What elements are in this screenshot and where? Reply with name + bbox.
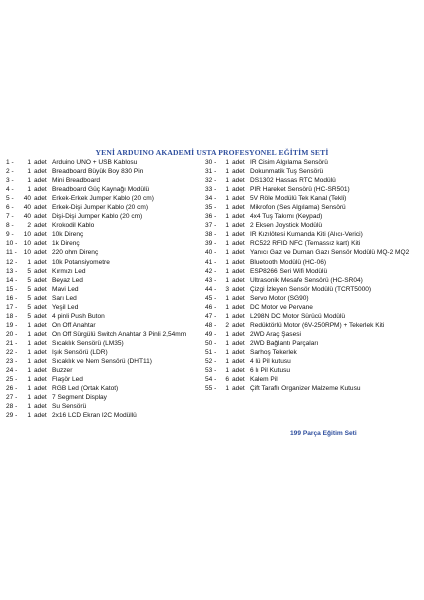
item-quantity: 1 bbox=[27, 376, 31, 384]
item-name: PIR Hareket Sensörü (HC-SR501) bbox=[250, 186, 350, 194]
item-quantity: 5 bbox=[27, 267, 31, 275]
item-number: 51 - bbox=[205, 348, 217, 356]
list-item bbox=[205, 176, 421, 185]
item-name: 220 ohm Direnç bbox=[52, 249, 99, 257]
item-quantity: 10 bbox=[23, 231, 31, 239]
item-unit: adet bbox=[232, 385, 245, 393]
item-name: 2WD Bağlantı Parçaları bbox=[250, 339, 319, 347]
list-item bbox=[6, 402, 202, 411]
item-name: Mini Breadboard bbox=[52, 177, 101, 185]
item-number: 48 - bbox=[205, 321, 217, 329]
item-number: 5 - bbox=[6, 195, 14, 203]
item-quantity: 40 bbox=[23, 195, 31, 203]
item-quantity: 1 bbox=[27, 403, 31, 411]
item-unit: adet bbox=[34, 385, 47, 393]
item-number: 22 - bbox=[6, 348, 18, 356]
item-quantity: 1 bbox=[27, 348, 31, 356]
item-unit: adet bbox=[34, 339, 47, 347]
item-quantity: 1 bbox=[225, 159, 229, 166]
item-name: Dokunmatik Tuş Sensörü bbox=[250, 168, 324, 176]
item-number: 49 - bbox=[205, 330, 217, 338]
item-unit: adet bbox=[34, 376, 47, 384]
item-unit: adet bbox=[232, 321, 245, 329]
list-item bbox=[6, 185, 202, 194]
item-name: 7 Segment Display bbox=[52, 394, 107, 402]
item-unit: adet bbox=[34, 403, 47, 411]
item-unit: adet bbox=[232, 204, 245, 212]
item-number: 17 - bbox=[6, 303, 18, 311]
item-unit: adet bbox=[34, 412, 47, 420]
item-name: Mavi Led bbox=[52, 285, 79, 293]
item-quantity: 1 bbox=[225, 339, 229, 347]
item-number: 50 - bbox=[205, 339, 217, 347]
item-name: Dişi-Dişi Jumper Kablo (20 cm) bbox=[52, 213, 143, 221]
item-number: 29 - bbox=[6, 412, 18, 420]
item-quantity: 2 bbox=[225, 321, 229, 329]
item-quantity: 1 bbox=[225, 168, 229, 176]
list-item bbox=[205, 185, 421, 194]
item-quantity: 1 bbox=[27, 186, 31, 194]
list-item bbox=[6, 411, 202, 420]
item-unit: adet bbox=[232, 231, 245, 239]
item-name: 2WD Araç Şasesi bbox=[250, 330, 301, 338]
item-number: 23 - bbox=[6, 358, 18, 366]
item-unit: adet bbox=[34, 276, 47, 284]
item-unit: adet bbox=[34, 240, 47, 248]
item-quantity: 1 bbox=[225, 258, 229, 266]
item-unit: adet bbox=[232, 367, 245, 375]
item-quantity: 1 bbox=[27, 177, 31, 185]
item-number: 31 - bbox=[205, 168, 217, 176]
list-item bbox=[205, 321, 421, 330]
item-unit: adet bbox=[232, 168, 245, 176]
item-quantity: 1 bbox=[225, 303, 229, 311]
item-unit: adet bbox=[232, 267, 245, 275]
list-item bbox=[205, 276, 421, 285]
item-name: Sarhoş Tekerlek bbox=[250, 348, 297, 356]
list-item bbox=[205, 303, 421, 312]
item-unit: adet bbox=[232, 240, 245, 248]
item-number: 24 - bbox=[6, 367, 18, 375]
item-unit: adet bbox=[232, 285, 245, 293]
item-unit: adet bbox=[34, 159, 47, 166]
item-name: Ultrasonik Mesafe Sensörü (HC-SR04) bbox=[250, 276, 363, 284]
list-item bbox=[6, 303, 202, 312]
item-name: Bluetooth Modülü (HC-06) bbox=[250, 258, 327, 266]
list-item bbox=[205, 375, 421, 384]
item-unit: adet bbox=[232, 186, 245, 194]
item-name: 1k Direnç bbox=[52, 240, 80, 248]
item-unit: adet bbox=[232, 312, 245, 320]
item-name: 2x16 LCD Ekran I2C Modüllü bbox=[52, 412, 137, 420]
item-name: On Off Sürgülü Switch Anahtar 3 Pinli 2,54mm bbox=[52, 330, 187, 338]
item-name: Işık Sensörü (LDR) bbox=[52, 348, 108, 356]
item-quantity: 1 bbox=[225, 294, 229, 302]
item-number: 11 - bbox=[6, 249, 17, 257]
list-item bbox=[6, 258, 202, 267]
item-name: Breadboard Büyük Boy 830 Pin bbox=[52, 168, 144, 176]
document-title: YENİ ARDUINO AKADEMİ USTA PROFESYONEL EĞİTİM SETİ bbox=[95, 148, 329, 157]
item-name: Kırmızı Led bbox=[52, 267, 86, 275]
item-unit: adet bbox=[34, 294, 47, 302]
item-number: 14 - bbox=[6, 276, 18, 284]
item-unit: adet bbox=[34, 213, 47, 221]
item-quantity: 1 bbox=[225, 222, 229, 230]
list-item bbox=[6, 321, 202, 330]
item-name: 2 Eksen Joystick Modülü bbox=[250, 222, 323, 230]
item-name: RC522 RFID NFC (Temassız kart) Kiti bbox=[250, 240, 361, 248]
item-unit: adet bbox=[34, 358, 47, 366]
item-number: 26 - bbox=[6, 385, 18, 393]
item-number: 47 - bbox=[205, 312, 217, 320]
item-quantity: 1 bbox=[27, 321, 31, 329]
list-item bbox=[6, 285, 202, 294]
item-unit: adet bbox=[34, 258, 47, 266]
item-number: 43 - bbox=[205, 276, 217, 284]
item-unit: adet bbox=[34, 186, 47, 194]
item-quantity: 40 bbox=[23, 204, 31, 212]
list-item bbox=[6, 357, 202, 366]
item-quantity: 5 bbox=[27, 294, 31, 302]
item-quantity: 1 bbox=[225, 276, 229, 284]
item-unit: adet bbox=[34, 267, 47, 275]
item-quantity: 1 bbox=[27, 394, 31, 402]
item-quantity: 5 bbox=[27, 285, 31, 293]
list-item bbox=[6, 239, 202, 248]
list-item bbox=[6, 348, 202, 357]
list-item bbox=[205, 194, 421, 203]
item-unit: adet bbox=[232, 177, 245, 185]
item-quantity: 10 bbox=[23, 240, 31, 248]
item-number: 46 - bbox=[205, 303, 217, 311]
item-number: 30 - bbox=[205, 159, 217, 166]
list-item bbox=[6, 384, 202, 393]
item-quantity: 1 bbox=[225, 213, 229, 221]
item-number: 16 - bbox=[6, 294, 18, 302]
item-name: DS1302 Hassas RTC Modülü bbox=[250, 177, 336, 185]
item-unit: adet bbox=[232, 159, 245, 166]
item-name: Beyaz Led bbox=[52, 276, 83, 284]
item-quantity: 1 bbox=[225, 367, 229, 375]
item-quantity: 2 bbox=[27, 222, 31, 230]
item-unit: adet bbox=[34, 285, 47, 293]
item-number: 20 - bbox=[6, 330, 18, 338]
item-quantity: 1 bbox=[27, 385, 31, 393]
parts-list-left bbox=[6, 158, 202, 420]
list-item bbox=[6, 312, 202, 321]
list-item bbox=[205, 384, 421, 393]
item-unit: adet bbox=[232, 258, 245, 266]
item-quantity: 1 bbox=[225, 186, 229, 194]
item-unit: adet bbox=[232, 358, 245, 366]
item-unit: adet bbox=[232, 294, 245, 302]
item-name: L298N DC Motor Sürücü Modülü bbox=[250, 312, 345, 320]
item-quantity: 1 bbox=[27, 159, 31, 166]
item-name: Redüktörlü Motor (6V-250RPM) + Tekerlek Kiti bbox=[250, 321, 385, 329]
item-name: ESP8266 Seri Wifi Modülü bbox=[250, 267, 328, 275]
item-number: 9 - bbox=[6, 231, 14, 239]
item-name: 10k Potansiyometre bbox=[52, 258, 110, 266]
item-unit: adet bbox=[34, 177, 47, 185]
item-unit: adet bbox=[34, 394, 47, 402]
list-item bbox=[205, 357, 421, 366]
item-unit: adet bbox=[34, 348, 47, 356]
list-item bbox=[205, 230, 421, 239]
item-unit: adet bbox=[34, 321, 47, 329]
list-item bbox=[6, 294, 202, 303]
item-number: 15 - bbox=[6, 285, 18, 293]
item-unit: adet bbox=[34, 312, 47, 320]
item-unit: adet bbox=[34, 195, 47, 203]
item-number: 13 - bbox=[6, 267, 18, 275]
item-name: 6 lı Pil Kutusu bbox=[250, 367, 291, 375]
item-name: Breadboard Güç Kaynağı Modülü bbox=[52, 186, 150, 194]
item-name: Arduino UNO + USB Kablosu bbox=[52, 159, 138, 166]
item-quantity: 5 bbox=[27, 312, 31, 320]
item-name: Erkek-Dişi Jumper Kablo (20 cm) bbox=[52, 204, 149, 212]
item-number: 53 - bbox=[205, 367, 217, 375]
item-name: Krokodil Kablo bbox=[52, 222, 95, 230]
item-name: Su Sensörü bbox=[52, 403, 87, 411]
item-number: 3 - bbox=[6, 177, 14, 185]
item-number: 10 - bbox=[6, 240, 18, 248]
item-name: IR Kızılötesi Kumanda Kiti (Alıcı-Verici) bbox=[250, 231, 363, 239]
item-quantity: 1 bbox=[27, 358, 31, 366]
item-number: 35 - bbox=[205, 204, 217, 212]
item-number: 8 - bbox=[6, 222, 14, 230]
item-unit: adet bbox=[232, 303, 245, 311]
item-quantity: 1 bbox=[27, 367, 31, 375]
item-unit: adet bbox=[232, 276, 245, 284]
item-quantity: 1 bbox=[27, 412, 31, 420]
item-unit: adet bbox=[34, 303, 47, 311]
item-name: Yeşil Led bbox=[52, 303, 79, 311]
item-quantity: 1 bbox=[27, 258, 31, 266]
item-unit: adet bbox=[232, 195, 245, 203]
item-number: 41 - bbox=[205, 258, 217, 266]
item-quantity: 40 bbox=[23, 213, 31, 221]
list-item bbox=[205, 203, 421, 212]
item-quantity: 3 bbox=[225, 285, 229, 293]
list-item bbox=[6, 393, 202, 402]
item-unit: adet bbox=[232, 348, 245, 356]
item-quantity: 1 bbox=[27, 168, 31, 176]
list-item bbox=[205, 239, 421, 248]
item-unit: adet bbox=[232, 339, 245, 347]
list-item bbox=[205, 339, 421, 348]
item-unit: adet bbox=[34, 330, 47, 338]
list-item bbox=[205, 366, 421, 375]
item-quantity: 1 bbox=[225, 348, 229, 356]
list-item bbox=[205, 330, 421, 339]
item-number: 28 - bbox=[6, 403, 18, 411]
item-name: On Off Anahtar bbox=[52, 321, 96, 329]
list-item bbox=[205, 212, 421, 221]
item-unit: adet bbox=[232, 330, 245, 338]
item-name: 4 pinli Push Buton bbox=[52, 312, 105, 320]
item-quantity: 1 bbox=[225, 312, 229, 320]
item-quantity: 10 bbox=[23, 249, 31, 257]
item-unit: adet bbox=[34, 249, 47, 257]
item-number: 12 - bbox=[6, 258, 18, 266]
item-name: RGB Led (Ortak Katot) bbox=[52, 385, 119, 393]
item-name: Sıcaklık Sensörü (LM35) bbox=[52, 339, 124, 347]
item-number: 32 - bbox=[205, 177, 217, 185]
item-name: IR Cisim Algılama Sensörü bbox=[250, 159, 328, 166]
list-item bbox=[6, 167, 202, 176]
item-quantity: 1 bbox=[225, 330, 229, 338]
list-item bbox=[205, 348, 421, 357]
parts-list-right bbox=[205, 158, 421, 393]
list-item bbox=[205, 258, 421, 267]
item-name: Servo Motor (SG90) bbox=[250, 294, 309, 302]
item-quantity: 1 bbox=[225, 267, 229, 275]
item-name: DC Motor ve Pervane bbox=[250, 303, 313, 311]
list-item bbox=[6, 212, 202, 221]
item-quantity: 6 bbox=[225, 376, 229, 384]
item-number: 54 - bbox=[205, 376, 217, 384]
list-item bbox=[205, 167, 421, 176]
list-item bbox=[6, 158, 202, 167]
item-quantity: 1 bbox=[225, 231, 229, 239]
list-item bbox=[6, 248, 202, 257]
item-name: Yanıcı Gaz ve Duman Gazı Sensör Modülü MQ-2 MQ2 bbox=[250, 249, 410, 257]
item-number: 45 - bbox=[205, 294, 217, 302]
item-number: 55 - bbox=[205, 385, 217, 393]
item-quantity: 1 bbox=[27, 339, 31, 347]
list-item bbox=[205, 285, 421, 294]
item-unit: adet bbox=[34, 231, 47, 239]
item-number: 6 - bbox=[6, 204, 14, 212]
item-name: Sıcaklık ve Nem Sensörü (DHT11) bbox=[52, 358, 152, 366]
item-name: Buzzer bbox=[52, 367, 73, 375]
item-number: 36 - bbox=[205, 213, 217, 221]
item-quantity: 1 bbox=[225, 249, 229, 257]
list-item bbox=[6, 330, 202, 339]
item-number: 39 - bbox=[205, 240, 217, 248]
list-item bbox=[6, 267, 202, 276]
item-name: Mikrofon (Ses Algılama) Sensörü bbox=[250, 204, 346, 212]
item-number: 42 - bbox=[205, 267, 217, 275]
list-item bbox=[6, 230, 202, 239]
item-number: 25 - bbox=[6, 376, 18, 384]
item-quantity: 1 bbox=[27, 330, 31, 338]
list-item bbox=[205, 158, 421, 167]
item-number: 2 - bbox=[6, 168, 14, 176]
list-item bbox=[205, 267, 421, 276]
item-quantity: 5 bbox=[27, 303, 31, 311]
item-number: 34 - bbox=[205, 195, 217, 203]
item-unit: adet bbox=[232, 249, 245, 257]
item-number: 19 - bbox=[6, 321, 18, 329]
list-item bbox=[6, 366, 202, 375]
item-number: 7 - bbox=[6, 213, 14, 221]
list-item bbox=[205, 294, 421, 303]
item-name: Çizgi İzleyen Sensör Modülü (TCRT5000) bbox=[250, 285, 372, 293]
item-number: 52 - bbox=[205, 358, 217, 366]
item-number: 40 - bbox=[205, 249, 217, 257]
item-number: 21 - bbox=[6, 339, 18, 347]
item-name: 4 lü Pil kutusu bbox=[250, 358, 291, 366]
item-number: 27 - bbox=[6, 394, 18, 402]
item-number: 38 - bbox=[205, 231, 217, 239]
item-unit: adet bbox=[34, 168, 47, 176]
list-item bbox=[205, 248, 421, 257]
item-number: 33 - bbox=[205, 186, 217, 194]
item-name: 4x4 Tuş Takımı (Keypad) bbox=[250, 213, 323, 221]
item-name: 10k Direnç bbox=[52, 231, 84, 239]
item-name: Sarı Led bbox=[52, 294, 77, 302]
item-unit: adet bbox=[34, 204, 47, 212]
item-quantity: 1 bbox=[225, 385, 229, 393]
item-quantity: 1 bbox=[225, 195, 229, 203]
item-number: 18 - bbox=[6, 312, 18, 320]
item-number: 37 - bbox=[205, 222, 217, 230]
item-quantity: 1 bbox=[225, 358, 229, 366]
item-quantity: 1 bbox=[225, 177, 229, 185]
list-item bbox=[6, 221, 202, 230]
total-parts-label: 199 Parça Eğitim Seti bbox=[290, 430, 357, 437]
item-unit: adet bbox=[232, 222, 245, 230]
item-unit: adet bbox=[34, 367, 47, 375]
item-number: 44 - bbox=[205, 285, 217, 293]
list-item bbox=[6, 194, 202, 203]
list-item bbox=[6, 203, 202, 212]
item-number: 4 - bbox=[6, 186, 14, 194]
list-item bbox=[205, 312, 421, 321]
list-item bbox=[6, 276, 202, 285]
item-unit: adet bbox=[34, 222, 47, 230]
item-quantity: 1 bbox=[225, 204, 229, 212]
item-unit: adet bbox=[232, 376, 245, 384]
list-item bbox=[205, 221, 421, 230]
item-name: 5V Röle Modülü Tek Kanal (Tekli) bbox=[250, 195, 347, 203]
list-item bbox=[6, 339, 202, 348]
list-item bbox=[6, 176, 202, 185]
item-quantity: 5 bbox=[27, 276, 31, 284]
item-number: 1 - bbox=[6, 159, 14, 166]
item-name: Kalem Pil bbox=[250, 376, 278, 384]
item-quantity: 1 bbox=[225, 240, 229, 248]
item-unit: adet bbox=[232, 213, 245, 221]
item-name: Flaşör Led bbox=[52, 376, 83, 384]
item-name: Erkek-Erkek Jumper Kablo (20 cm) bbox=[52, 195, 154, 203]
list-item bbox=[6, 375, 202, 384]
item-name: Çift Taraflı Organizer Malzeme Kutusu bbox=[250, 385, 361, 393]
